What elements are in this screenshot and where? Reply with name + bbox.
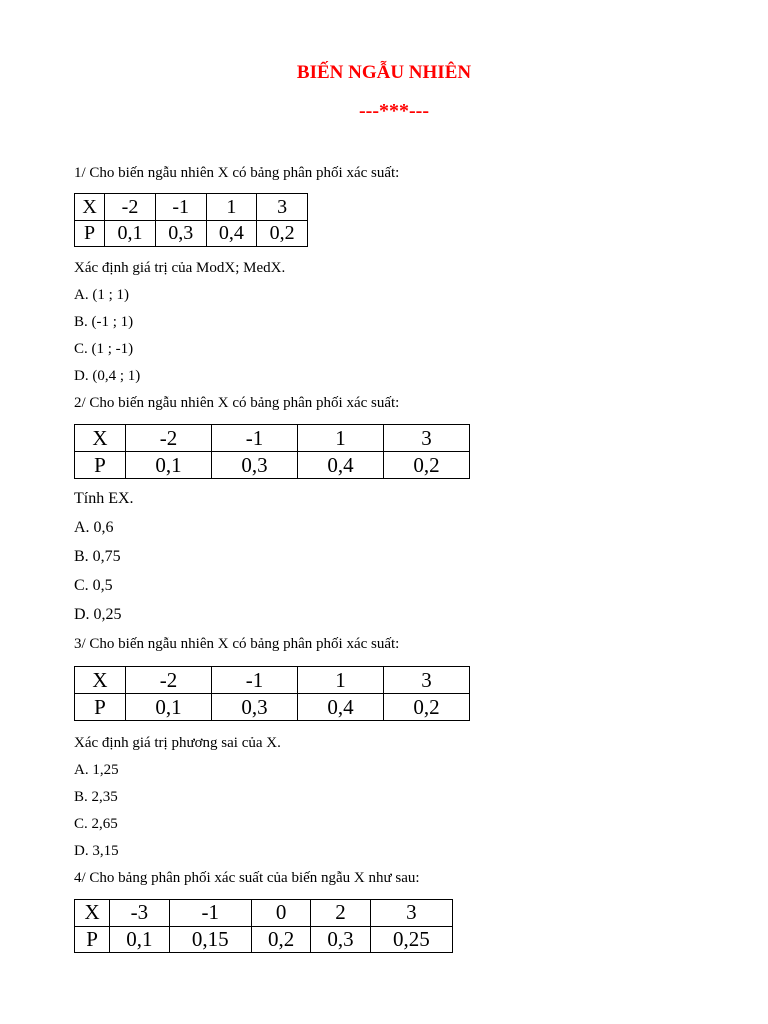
table-row-x (75, 900, 453, 927)
question-3-prompt: 3/ Cho biến ngẫu nhiên X có bảng phân phối xác suất: (74, 636, 400, 652)
question-3-option-b: B. 2,35 (74, 789, 118, 805)
table-row-p (75, 220, 308, 247)
table-cell: 0,3 (212, 694, 298, 721)
table-cell: 0,3 (212, 452, 298, 479)
table-cell: -1 (155, 194, 206, 221)
table-cell: 0 (251, 900, 310, 927)
table-cell: 0,2 (383, 694, 469, 721)
table-cell: 3 (257, 194, 308, 221)
question-2-text: Tính EX. (74, 490, 134, 507)
question-4-distribution-table (74, 899, 453, 953)
table-cell: -2 (126, 667, 212, 694)
table-cell: 1 (298, 667, 384, 694)
table-cell: 0,1 (126, 452, 212, 479)
table-cell: 0,1 (105, 220, 156, 247)
question-3-option-a: A. 1,25 (74, 762, 119, 778)
table-cell: -3 (110, 900, 169, 927)
table-row-x (75, 194, 308, 221)
question-1-option-c: C. (1 ; -1) (74, 341, 134, 357)
table-row-p (75, 452, 470, 479)
question-1-option-b: B. (-1 ; 1) (74, 314, 134, 330)
table-cell: P (75, 220, 105, 247)
question-1-text: Xác định giá trị của ModX; MedX. (74, 260, 286, 276)
table-cell: 0,3 (155, 220, 206, 247)
table-cell: P (75, 926, 110, 953)
table-cell: -1 (169, 900, 251, 927)
table-cell: 3 (370, 900, 452, 927)
table-row-p (75, 694, 470, 721)
question-1-prompt: 1/ Cho biến ngẫu nhiên X có bảng phân phối xác suất: (74, 165, 400, 181)
table-cell: 3 (383, 667, 469, 694)
table-cell: P (75, 694, 126, 721)
table-row-p (75, 926, 453, 953)
table-cell: 0,4 (298, 452, 384, 479)
table-cell: -2 (126, 425, 212, 452)
table-cell: X (75, 900, 110, 927)
table-cell: -2 (105, 194, 156, 221)
question-1-option-a: A. (1 ; 1) (74, 287, 129, 303)
question-3-distribution-table (74, 666, 470, 721)
table-cell: 1 (206, 194, 257, 221)
question-3-option-d: D. 3,15 (74, 843, 119, 859)
question-3-option-c: C. 2,65 (74, 816, 118, 832)
table-cell: P (75, 452, 126, 479)
table-cell: X (75, 667, 126, 694)
title-separator: ---***--- (359, 100, 429, 122)
table-cell: X (75, 425, 126, 452)
table-cell: 0,4 (206, 220, 257, 247)
table-cell: 0,2 (257, 220, 308, 247)
table-cell: 0,2 (251, 926, 310, 953)
question-2-option-b: B. 0,75 (74, 548, 121, 565)
table-cell: 0,3 (311, 926, 370, 953)
document-title: BIẾN NGẪU NHIÊN (296, 62, 472, 83)
question-1-option-d: D. (0,4 ; 1) (74, 368, 141, 384)
table-cell: 0,2 (383, 452, 469, 479)
table-cell: X (75, 194, 105, 221)
table-cell: 0,4 (298, 694, 384, 721)
question-2-option-c: C. 0,5 (74, 577, 113, 594)
table-cell: 3 (383, 425, 469, 452)
question-2-option-d: D. 0,25 (74, 606, 122, 623)
question-4-prompt: 4/ Cho bảng phân phối xác suất của biến ngẫu X như sau: (74, 870, 420, 886)
table-cell: 0,1 (110, 926, 169, 953)
table-row-x (75, 425, 470, 452)
question-2-distribution-table (74, 424, 470, 479)
question-3-text: Xác định giá trị phương sai của X. (74, 735, 281, 751)
table-cell: -1 (212, 667, 298, 694)
table-cell: 0,15 (169, 926, 251, 953)
question-1-distribution-table (74, 193, 308, 247)
table-row-x (75, 667, 470, 694)
table-cell: 0,25 (370, 926, 452, 953)
question-2-option-a: A. 0,6 (74, 519, 114, 536)
table-cell: 1 (298, 425, 384, 452)
table-cell: 0,1 (126, 694, 212, 721)
table-cell: -1 (212, 425, 298, 452)
question-2-prompt: 2/ Cho biến ngẫu nhiên X có bảng phân phối xác suất: (74, 395, 400, 411)
table-cell: 2 (311, 900, 370, 927)
